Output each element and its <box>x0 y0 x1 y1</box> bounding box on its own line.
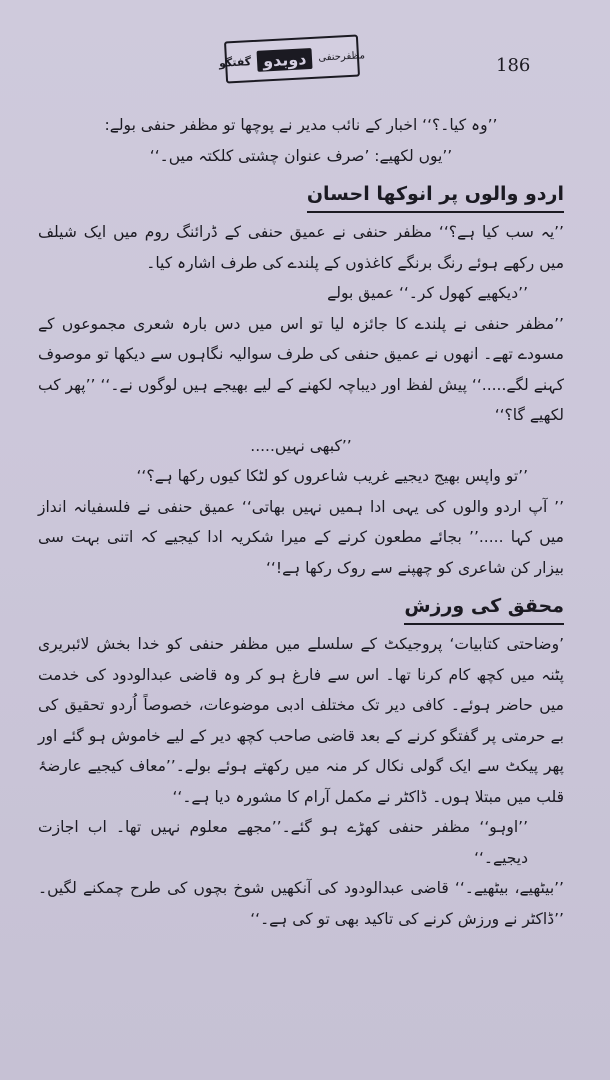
section-heading-wrapper <box>38 171 564 217</box>
header-title: دوبدو <box>257 47 313 71</box>
paragraph: ’’دیکھیے کھول کر۔‘‘ عمیق بولے <box>327 284 528 302</box>
page-body <box>38 110 564 934</box>
paragraph: ’’بیٹھیے، بیٹھیے۔‘‘ قاضی عبدالودود کی آنکھیں شوخ بچوں کی طرح چمکنے لگیں۔ ’’ڈاکٹر نے ورزش کرنے کی تاکید بھی تو کی ہے۔‘‘ <box>38 879 564 928</box>
paragraph: ’وضاحتی کتابیات‘ پروجیکٹ کے سلسلے میں مظفر حنفی کو خدا بخش لائبریری پٹنہ میں کچھ کام کرنا تھا۔ اس سے فارغ ہو کر وہ قاضی عبدالودود کی خدمت میں حاضر ہوئے۔ کافی دیر تک مختلف ادبی موضوعات، خصوصاً اُردو تحقیق کی بے حرمتی پر گفتگو کرنے کے بعد قاضی صاحب کچھ دیر کے لیے خاموش ہو گئے اور پھر پیکٹ سے ایک گولی نکال کر منہ میں رکھتے ہوئے بولے۔’’معاف کیجیے عارضۂ قلب میں مبتلا ہوں۔ ڈاکٹر نے مکمل آرام کا مشورہ دیا ہے۔‘‘ <box>38 635 564 806</box>
paragraph: ’’وہ کیا۔؟‘‘ اخبار کے نائب مدیر نے پوچھا تو مظفر حنفی بولے: <box>104 116 498 134</box>
section-heading: اردو والوں پر انوکھا احسان <box>307 179 564 213</box>
running-header <box>218 35 366 84</box>
header-series: گفتگو <box>218 54 252 70</box>
paragraph: ’’مظفر حنفی نے پلندے کا جائزہ لیا تو اس میں دس بارہ شعری مجموعوں کے مسودے تھے۔ انھوں نے عمیق حنفی کی طرف سوالیہ نگاہوں سے دیکھا تو موصوف کہنے لگے.....‘‘ پیش لفظ اور دیباچہ لکھنے کے لیے بھیجے ہیں لوگوں نے۔‘‘ ’’پھر کب لکھیے گا؟‘‘ <box>38 314 564 424</box>
paragraph: ’’کبھی نہیں..... <box>250 436 352 455</box>
header-author: مظفرحنفی <box>318 49 366 64</box>
section-heading-wrapper <box>38 583 564 629</box>
paragraph: ’’یہ سب کیا ہے؟‘‘ مظفر حنفی نے عمیق حنفی کے ڈرائنگ روم میں ایک شیلف میں رکھے ہوئے رنگ برنگے کاغذوں کے پلندے کی طرف اشارہ کیا۔ <box>38 223 564 272</box>
page-number: 186 <box>496 55 531 76</box>
paragraph: ’’ آپ اردو والوں کی یہی ادا ہمیں نہیں بھاتی‘‘ عمیق حنفی نے فلسفیانہ انداز میں کہا .....’’ بجائے مطعون کرنے کے میرا شکریہ ادا کیجیے کہ اتنی بہت سی بیزار کن شاعری کو چھپنے سے روک رکھا ہے!‘‘ <box>38 497 564 577</box>
paragraph: ’’تو واپس بھیج دیجیے غریب شاعروں کو لٹکا کیوں رکھا ہے؟‘‘ <box>136 467 528 485</box>
paragraph: ’’اوہو‘‘ مظفر حنفی کھڑے ہو گئے۔’’مجھے معلوم نہیں تھا۔ اب اجازت دیجیے۔‘‘ <box>38 818 528 867</box>
section-heading: محقق کی ورزش <box>404 591 564 625</box>
paragraph: ’’یوں لکھیے: ’صرف عنوان چشتی کلکتہ میں۔‘‘ <box>149 146 453 165</box>
